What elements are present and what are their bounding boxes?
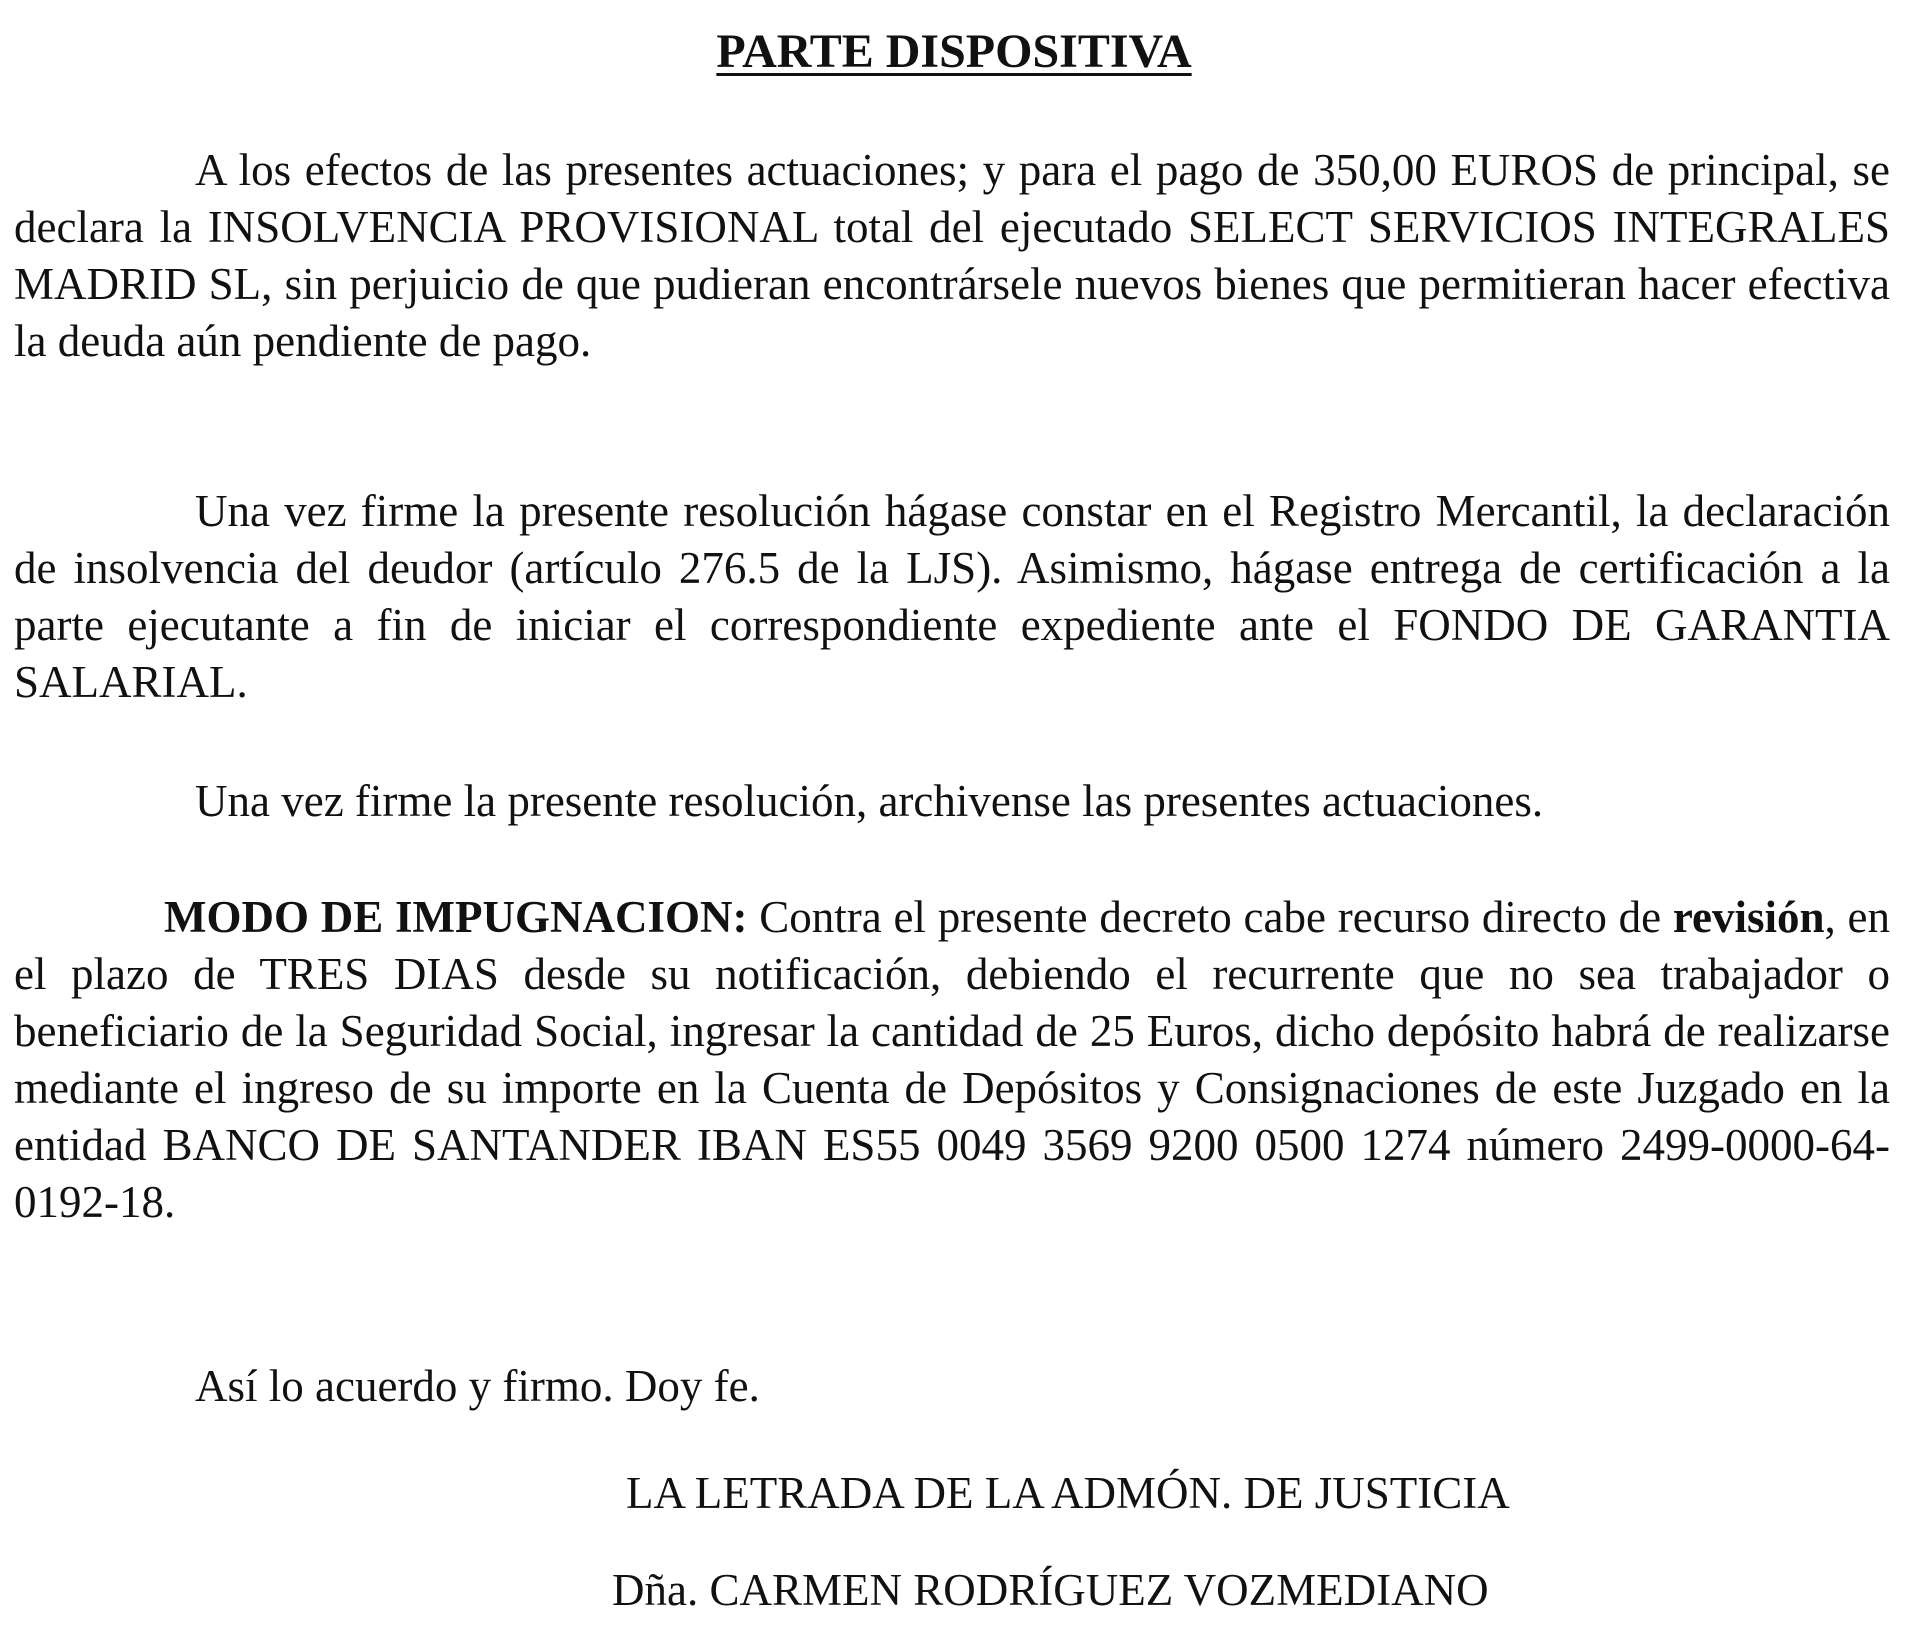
paragraph-archive: Una vez firme la presente resolución, archivense las presentes actuaciones. xyxy=(195,776,1544,826)
paragraph-insolvency: A los efectos de las presentes actuaciones; y para el pago de 350,00 EUROS de principal, se declara la INSOLVENCIA PROVISIONAL total del ejecutado SELECT SERVICIOS INTEGRALES MADRID SL, sin perjuicio de que pudieran encontrársele nuevos bienes que permitieran hacer efectiva la deuda aún pendiente de pago. xyxy=(14,145,1890,366)
impugnation-text-b: , en el plazo de TRES DIAS desde su notificación, debiendo el recurrente que no sea trabajador o beneficiario de la Seguridad Social, ingresar la cantidad de 25 Euros, dicho depósito habrá de realizarse mediante el ingreso de su importe en la Cuenta de Depósitos y Consignaciones de este Juzgado en la entidad BANCO DE SANTANDER IBAN ES55 0049 3569 9200 0500 1274 número 2499-0000-64-0192-18. xyxy=(14,892,1890,1227)
signature-name: Dña. CARMEN RODRÍGUEZ VOZMEDIANO xyxy=(612,1565,1489,1615)
impugnation-label: MODO DE IMPUGNACION: xyxy=(164,892,748,942)
page-title: PARTE DISPOSITIVA xyxy=(716,25,1192,78)
impugnation-bold-word: revisión xyxy=(1672,892,1825,942)
signature-role: LA LETRADA DE LA ADMÓN. DE JUSTICIA xyxy=(626,1468,1510,1518)
impugnation-text-a: Contra el presente decreto cabe recurso directo de xyxy=(747,892,1673,942)
closing-statement: Así lo acuerdo y firmo. Doy fe. xyxy=(195,1361,760,1411)
paragraph-registry: Una vez firme la presente resolución hágase constar en el Registro Mercantil, la declaración de insolvencia del deudor (artículo 276.5 de la LJS). Asimismo, hágase entrega de certificación a la parte ejecutante a fin de iniciar el correspondiente expediente ante el FONDO DE GARANTIA SALARIAL. xyxy=(14,486,1890,707)
paragraph-impugnation xyxy=(14,889,1890,1231)
